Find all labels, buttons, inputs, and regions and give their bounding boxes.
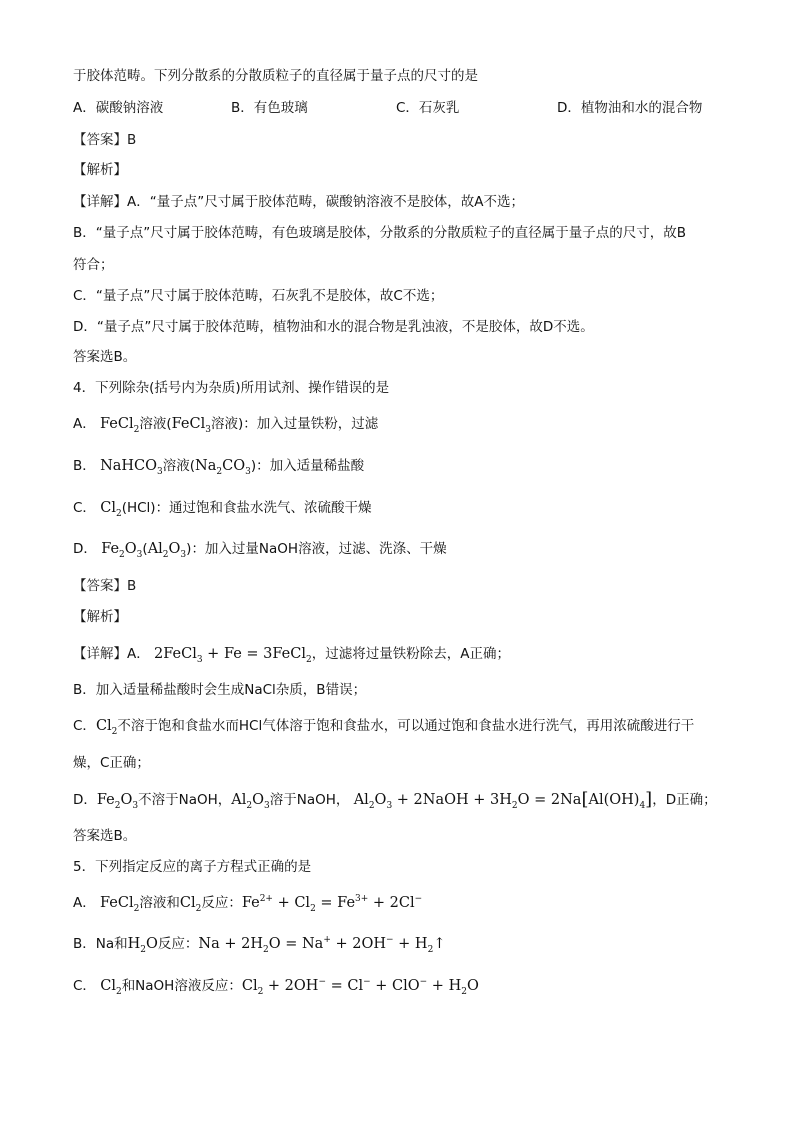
q3-detail-d: D．“量子点”尺寸属于胶体范畴，植物油和水的混合物是乳浊液，不是胶体，故D不选。 bbox=[73, 319, 594, 335]
q5-option-b: B．Na和$H_2O$反应：$Na + 2H_2O = Na^+ + 2OH^-$ + $H_2↑$ bbox=[73, 935, 446, 955]
q4-option-c: C． $Cl_2(HCl)$：通过饱和食盐水洗气、浓硫酸干燥 bbox=[73, 500, 372, 519]
q3-detail-a: 【详解】A．“量子点”尺寸属于胶体范畴，碳酸钠溶液不是胶体，故A不选； bbox=[73, 194, 524, 210]
q5-stem: 5．下列指定反应的离子方程式正确的是 bbox=[73, 859, 312, 875]
q3-detail-c: C．“量子点”尺寸属于胶体范畴，石灰乳不是胶体，故C不选； bbox=[73, 288, 444, 304]
q3-answer: 【答案】B bbox=[73, 132, 137, 148]
q4-detail-d: D．$Fe_2O_3$不溶于NaOH，$Al_2O_3$溶于NaOH， $Al_2O_3$ + 2NaOH + $3H_2O = 2Na[Al(OH)_4]$，D正确； bbox=[73, 789, 717, 811]
q3-detail-b2: 符合； bbox=[73, 257, 114, 273]
q4-stem: 4．下列除杂(括号内为杂质)所用试剂、操作错误的是 bbox=[73, 380, 390, 396]
q3-analysis-heading: 【解析】 bbox=[73, 162, 127, 178]
q5-option-a: A． FeCl$_2$溶液和$Cl_2$反应：$Fe^{2+} + Cl_2 = Fe^{3+} + 2Cl^-$ bbox=[73, 894, 423, 914]
q4-detail-a: 【详解】A． 2FeCl$_3$ + Fe = 3FeCl$_2$，过滤将过量铁粉除去，A正确； bbox=[73, 646, 510, 665]
q4-detail-c1: C．$Cl_2$不溶于饱和食盐水而HCl气体溶于饱和食盐水，可以通过饱和食盐水进行洗气，再用浓硫酸进行干 bbox=[73, 718, 695, 737]
q4-option-d: D． $Fe_2O_3(Al_2O_3)$：加入过量NaOH溶液，过滤、洗涤、干燥 bbox=[73, 541, 447, 560]
q3-conclusion: 答案选B。 bbox=[73, 349, 137, 365]
q5-option-c: C． $Cl_2$和NaOH溶液反应：$Cl_2 + 2OH^- = Cl^- + ClO^- + H_2O$ bbox=[73, 977, 479, 997]
q4-conclusion: 答案选B。 bbox=[73, 828, 137, 844]
q3-detail-b1: B．“量子点”尺寸属于胶体范畴，有色玻璃是胶体，分散系的分散质粒子的直径属于量子点的尺寸，故B bbox=[73, 225, 687, 241]
q3-option-a: A．碳酸钠溶液 bbox=[73, 100, 164, 116]
q4-analysis-heading: 【解析】 bbox=[73, 609, 127, 625]
q3-stem-tail: 于胶体范畴。下列分散系的分散质粒子的直径属于量子点的尺寸的是 bbox=[73, 68, 478, 84]
q4-answer: 【答案】B bbox=[73, 578, 137, 594]
q4-option-b: B． NaHCO$_3$溶液$(Na_2CO_3)$：加入适量稀盐酸 bbox=[73, 458, 365, 477]
q3-option-b: B．有色玻璃 bbox=[231, 100, 308, 116]
q3-option-c: C．石灰乳 bbox=[396, 100, 460, 116]
q4-detail-c2: 燥，C正确； bbox=[73, 755, 150, 771]
q4-detail-b: B．加入适量稀盐酸时会生成NaCl杂质，B错误； bbox=[73, 682, 367, 698]
q4-option-a: A． FeCl$_2$溶液(FeCl$_3$溶液)：加入过量铁粉，过滤 bbox=[73, 416, 379, 435]
q3-option-d: D．植物油和水的混合物 bbox=[557, 100, 703, 116]
